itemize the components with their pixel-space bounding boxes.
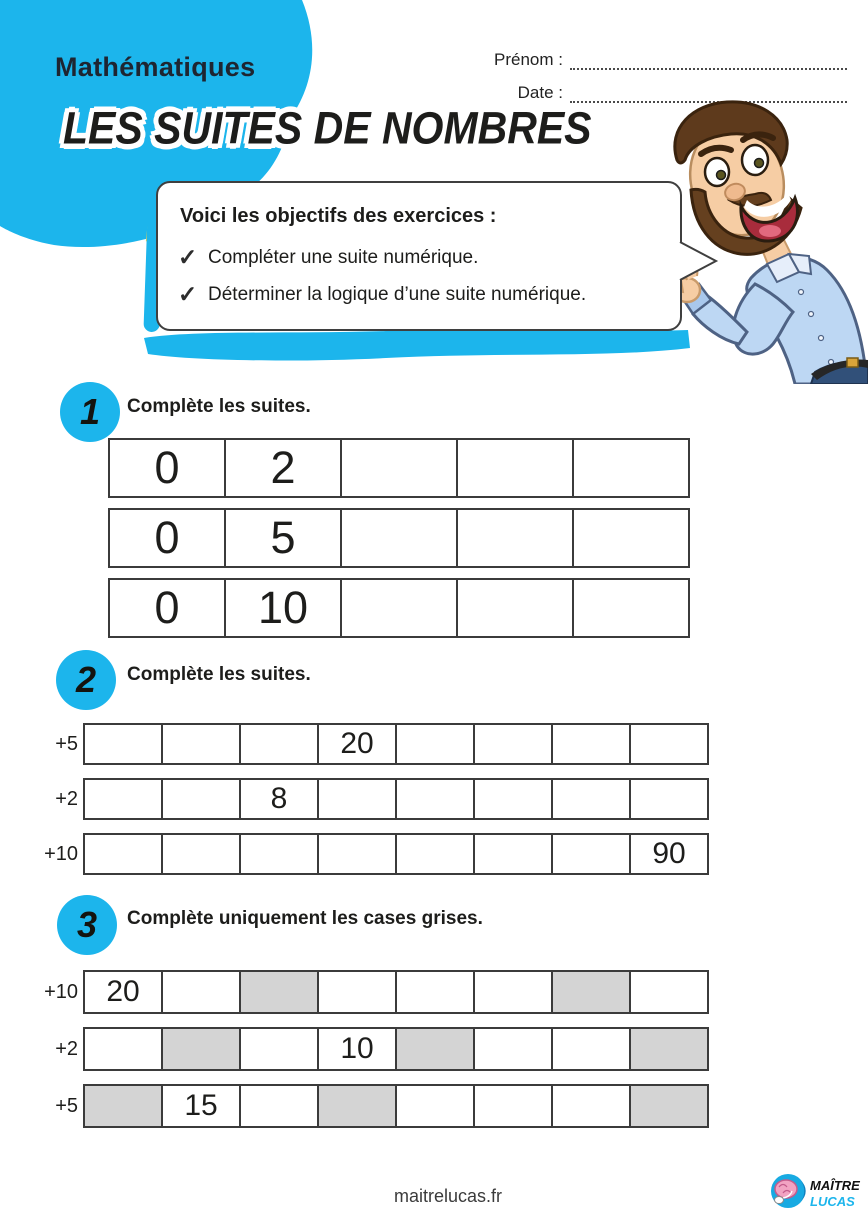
exercise-2-grid (43, 723, 709, 875)
sequence-cell: 20 (317, 723, 397, 765)
sequence-cell[interactable] (629, 778, 709, 820)
sequence-cell[interactable] (456, 438, 574, 498)
sequence-cell[interactable] (629, 723, 709, 765)
exercise-3-grid (43, 970, 709, 1128)
exercise-1-number: 1 (60, 382, 120, 442)
speech-bubble (156, 181, 682, 331)
objective-item (178, 281, 680, 308)
page-title: LES SUITES DE NOMBRES (63, 103, 592, 154)
sequence-cell: 90 (629, 833, 709, 875)
sequence-cell[interactable] (83, 833, 163, 875)
subject-label: Mathématiques (55, 52, 256, 82)
sequence-cell[interactable] (161, 1027, 241, 1071)
sequence-cell[interactable] (239, 723, 319, 765)
row-step-label: +5 (55, 732, 78, 755)
sequence-cell[interactable] (551, 778, 631, 820)
sequence-cell[interactable] (83, 778, 163, 820)
sequence-row (43, 778, 709, 820)
sequence-cell: 0 (108, 578, 226, 638)
sequence-cell[interactable] (395, 1027, 475, 1071)
sequence-cell[interactable] (317, 970, 397, 1014)
sequence-cell: 10 (317, 1027, 397, 1071)
row-step-label: +2 (55, 787, 78, 810)
sequence-cell[interactable] (473, 970, 553, 1014)
sequence-cell[interactable] (551, 833, 631, 875)
sequence-row (43, 723, 709, 765)
sequence-cell[interactable] (161, 723, 241, 765)
sequence-cell[interactable] (239, 1027, 319, 1071)
objective-item (178, 244, 680, 271)
date-label: Date : (517, 83, 563, 102)
sequence-cell[interactable] (161, 970, 241, 1014)
exercise-2-number: 2 (56, 650, 116, 710)
objective-text: Déterminer la logique d’une suite numérique. (208, 283, 587, 305)
logo-text-lucas: LUCAS (810, 1194, 855, 1209)
sequence-cell[interactable] (340, 578, 458, 638)
sequence-row (108, 438, 690, 498)
checkmark-icon: ✓ (178, 244, 198, 270)
computer-mouse-icon (775, 1197, 784, 1204)
sequence-cell: 15 (161, 1084, 241, 1128)
sequence-cell[interactable] (572, 438, 690, 498)
sequence-cell[interactable] (572, 578, 690, 638)
sequence-cell[interactable] (456, 508, 574, 568)
sequence-cell[interactable] (83, 1084, 163, 1128)
exercise-3-number: 3 (57, 895, 117, 955)
logo-text-maitre: MAÎTRE (810, 1178, 860, 1193)
sequence-cell[interactable] (473, 778, 553, 820)
sequence-cell[interactable] (317, 833, 397, 875)
sequence-cell[interactable] (629, 1084, 709, 1128)
sequence-cell[interactable] (161, 778, 241, 820)
sequence-row (43, 833, 709, 875)
sequence-cell[interactable] (83, 723, 163, 765)
sequence-cell[interactable] (340, 438, 458, 498)
objective-text: Compléter une suite numérique. (208, 246, 479, 268)
sequence-row (108, 578, 690, 638)
sequence-cell[interactable] (551, 1084, 631, 1128)
sequence-cell: 5 (224, 508, 342, 568)
sequence-row (43, 1027, 709, 1071)
exercise-1-grid (108, 438, 690, 638)
sequence-cell: 0 (108, 508, 226, 568)
sequence-cell[interactable] (83, 1027, 163, 1071)
sequence-cell[interactable] (629, 970, 709, 1014)
checkmark-icon: ✓ (178, 281, 198, 307)
brain-icon (775, 1180, 797, 1198)
sequence-cell[interactable] (551, 1027, 631, 1071)
sequence-cell: 0 (108, 438, 226, 498)
row-step-label: +10 (44, 980, 78, 1003)
row-step-label: +2 (55, 1037, 78, 1060)
sequence-row (43, 1084, 709, 1128)
sequence-cell[interactable] (395, 1084, 475, 1128)
name-label: Prénom : (494, 50, 563, 69)
teacher-character-illustration (655, 92, 868, 384)
sequence-cell[interactable] (551, 723, 631, 765)
sequence-cell[interactable] (395, 970, 475, 1014)
sequence-cell[interactable] (317, 778, 397, 820)
sequence-cell[interactable] (340, 508, 458, 568)
sequence-row (43, 970, 709, 1014)
sequence-cell[interactable] (317, 1084, 397, 1128)
name-field-line[interactable] (570, 50, 847, 70)
exercise-1-instruction: Complète les suites. (127, 396, 311, 417)
sequence-cell[interactable] (161, 833, 241, 875)
sequence-cell: 2 (224, 438, 342, 498)
website-url: maitrelucas.fr (394, 1186, 503, 1206)
sequence-cell[interactable] (456, 578, 574, 638)
sequence-cell[interactable] (473, 1084, 553, 1128)
sequence-cell[interactable] (473, 723, 553, 765)
sequence-cell[interactable] (239, 970, 319, 1014)
sequence-cell[interactable] (473, 833, 553, 875)
exercise-3-instruction: Complète uniquement les cases grises. (127, 908, 483, 929)
row-step-label: +5 (55, 1094, 78, 1117)
sequence-cell[interactable] (572, 508, 690, 568)
row-step-label: +10 (44, 842, 78, 865)
sequence-cell: 20 (83, 970, 163, 1014)
sequence-cell[interactable] (629, 1027, 709, 1071)
sequence-cell[interactable] (395, 778, 475, 820)
speech-bubble-tail (679, 241, 719, 281)
sequence-cell: 10 (224, 578, 342, 638)
sequence-cell: 8 (239, 778, 319, 820)
sequence-cell[interactable] (395, 723, 475, 765)
sequence-cell[interactable] (395, 833, 475, 875)
sequence-cell[interactable] (239, 833, 319, 875)
sequence-cell[interactable] (239, 1084, 319, 1128)
sequence-cell[interactable] (551, 970, 631, 1014)
sequence-cell[interactable] (473, 1027, 553, 1071)
exercise-2-instruction: Complète les suites. (127, 664, 311, 685)
objectives-heading: Voici les objectifs des exercices : (180, 205, 497, 227)
sequence-row (108, 508, 690, 568)
maitre-lucas-logo (766, 1168, 866, 1214)
